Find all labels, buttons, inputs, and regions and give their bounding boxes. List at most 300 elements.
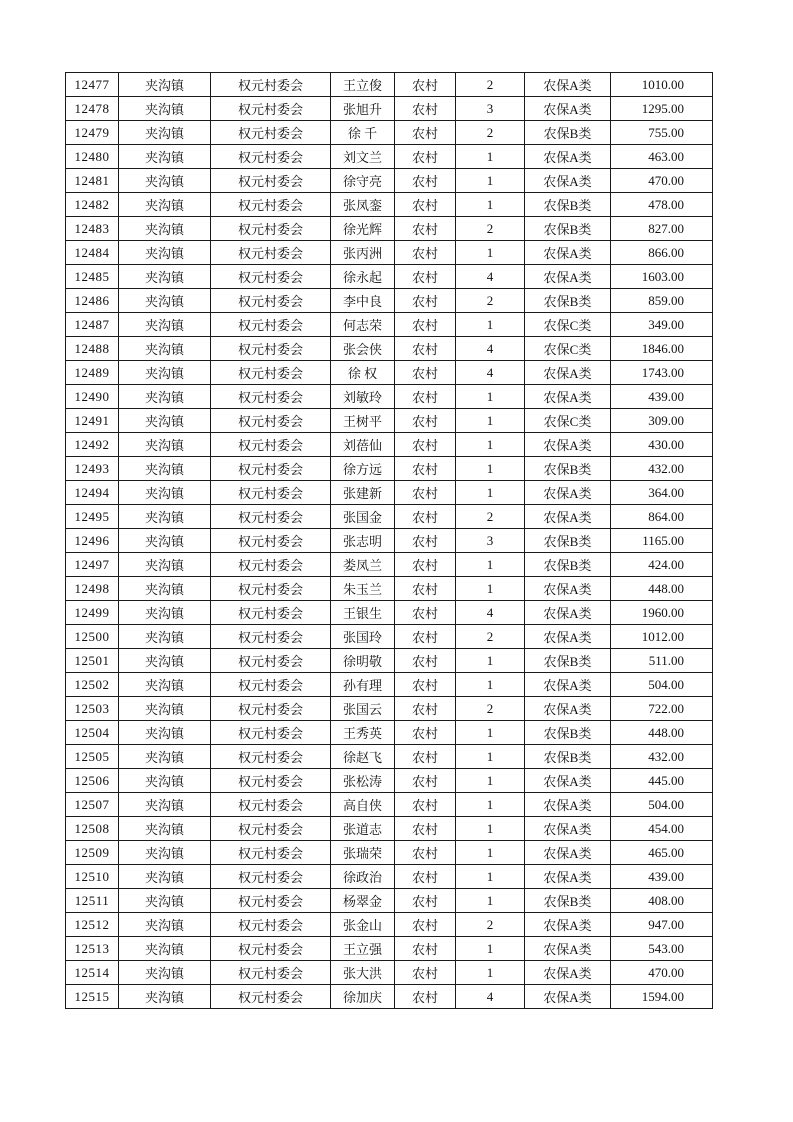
cell-category: 农保A类 [525,265,611,289]
cell-name: 张国玲 [331,625,395,649]
cell-residence: 农村 [395,673,456,697]
cell-residence: 农村 [395,601,456,625]
cell-count: 1 [456,193,525,217]
cell-count: 3 [456,529,525,553]
cell-residence: 农村 [395,889,456,913]
cell-residence: 农村 [395,625,456,649]
table-row [66,433,713,457]
cell-town: 夹沟镇 [119,145,211,169]
table-row [66,265,713,289]
cell-category: 农保A类 [525,601,611,625]
cell-id: 12499 [66,601,119,625]
cell-amount: 470.00 [611,961,713,985]
cell-count: 1 [456,577,525,601]
cell-count: 1 [456,865,525,889]
cell-village: 权元村委会 [211,529,331,553]
cell-residence: 农村 [395,817,456,841]
cell-id: 12480 [66,145,119,169]
cell-amount: 349.00 [611,313,713,337]
cell-residence: 农村 [395,169,456,193]
cell-count: 2 [456,913,525,937]
cell-village: 权元村委会 [211,145,331,169]
cell-village: 权元村委会 [211,457,331,481]
cell-id: 12502 [66,673,119,697]
cell-category: 农保A类 [525,769,611,793]
cell-village: 权元村委会 [211,97,331,121]
cell-category: 农保B类 [525,553,611,577]
cell-residence: 农村 [395,769,456,793]
cell-category: 农保B类 [525,889,611,913]
cell-category: 农保A类 [525,361,611,385]
table-row [66,985,713,1009]
cell-category: 农保A类 [525,937,611,961]
cell-amount: 430.00 [611,433,713,457]
cell-town: 夹沟镇 [119,865,211,889]
cell-count: 1 [456,385,525,409]
cell-id: 12482 [66,193,119,217]
cell-residence: 农村 [395,961,456,985]
cell-id: 12484 [66,241,119,265]
table-row [66,937,713,961]
cell-amount: 432.00 [611,745,713,769]
cell-category: 农保B类 [525,529,611,553]
cell-name: 王立俊 [331,73,395,97]
cell-count: 1 [456,745,525,769]
cell-count: 1 [456,409,525,433]
cell-id: 12496 [66,529,119,553]
cell-amount: 432.00 [611,457,713,481]
cell-amount: 1603.00 [611,265,713,289]
cell-count: 1 [456,937,525,961]
cell-count: 2 [456,697,525,721]
table-row [66,73,713,97]
cell-category: 农保B类 [525,121,611,145]
cell-amount: 478.00 [611,193,713,217]
cell-residence: 农村 [395,481,456,505]
cell-town: 夹沟镇 [119,337,211,361]
cell-category: 农保B类 [525,649,611,673]
cell-village: 权元村委会 [211,745,331,769]
cell-category: 农保C类 [525,409,611,433]
cell-name: 娄凤兰 [331,553,395,577]
cell-residence: 农村 [395,649,456,673]
cell-residence: 农村 [395,145,456,169]
cell-name: 徐政治 [331,865,395,889]
cell-town: 夹沟镇 [119,577,211,601]
cell-count: 1 [456,673,525,697]
cell-id: 12495 [66,505,119,529]
table-row [66,481,713,505]
cell-amount: 445.00 [611,769,713,793]
cell-residence: 农村 [395,913,456,937]
cell-village: 权元村委会 [211,577,331,601]
cell-residence: 农村 [395,745,456,769]
table-row [66,721,713,745]
cell-town: 夹沟镇 [119,217,211,241]
cell-town: 夹沟镇 [119,841,211,865]
cell-id: 12505 [66,745,119,769]
cell-residence: 农村 [395,553,456,577]
roster-table-container [65,72,713,1009]
cell-id: 12498 [66,577,119,601]
cell-name: 张志明 [331,529,395,553]
cell-village: 权元村委会 [211,601,331,625]
cell-category: 农保C类 [525,337,611,361]
cell-id: 12492 [66,433,119,457]
cell-id: 12485 [66,265,119,289]
cell-id: 12506 [66,769,119,793]
table-row [66,673,713,697]
cell-count: 1 [456,961,525,985]
cell-id: 12501 [66,649,119,673]
cell-town: 夹沟镇 [119,793,211,817]
cell-village: 权元村委会 [211,361,331,385]
cell-residence: 农村 [395,793,456,817]
cell-town: 夹沟镇 [119,97,211,121]
cell-town: 夹沟镇 [119,241,211,265]
cell-village: 权元村委会 [211,697,331,721]
cell-count: 1 [456,769,525,793]
cell-name: 徐 权 [331,361,395,385]
cell-name: 张大洪 [331,961,395,985]
cell-name: 张会侠 [331,337,395,361]
cell-village: 权元村委会 [211,889,331,913]
cell-count: 4 [456,265,525,289]
cell-name: 杨翠金 [331,889,395,913]
cell-category: 农保A类 [525,961,611,985]
cell-count: 1 [456,433,525,457]
cell-village: 权元村委会 [211,721,331,745]
cell-count: 1 [456,169,525,193]
cell-town: 夹沟镇 [119,961,211,985]
cell-residence: 农村 [395,409,456,433]
cell-amount: 1165.00 [611,529,713,553]
cell-amount: 309.00 [611,409,713,433]
cell-residence: 农村 [395,121,456,145]
cell-residence: 农村 [395,73,456,97]
cell-category: 农保A类 [525,73,611,97]
cell-id: 12489 [66,361,119,385]
cell-town: 夹沟镇 [119,529,211,553]
cell-name: 徐加庆 [331,985,395,1009]
cell-name: 王立强 [331,937,395,961]
cell-name: 张松涛 [331,769,395,793]
cell-village: 权元村委会 [211,553,331,577]
cell-amount: 470.00 [611,169,713,193]
cell-village: 权元村委会 [211,433,331,457]
cell-residence: 农村 [395,433,456,457]
cell-count: 2 [456,505,525,529]
cell-category: 农保A类 [525,817,611,841]
cell-village: 权元村委会 [211,625,331,649]
cell-count: 1 [456,313,525,337]
cell-residence: 农村 [395,721,456,745]
table-row [66,889,713,913]
cell-village: 权元村委会 [211,841,331,865]
cell-amount: 866.00 [611,241,713,265]
table-row [66,961,713,985]
cell-amount: 1010.00 [611,73,713,97]
cell-village: 权元村委会 [211,289,331,313]
cell-name: 张瑞荣 [331,841,395,865]
table-row [66,649,713,673]
cell-village: 权元村委会 [211,913,331,937]
cell-town: 夹沟镇 [119,625,211,649]
table-body [66,73,713,1009]
table-row [66,313,713,337]
cell-id: 12510 [66,865,119,889]
table-row [66,169,713,193]
cell-category: 农保B类 [525,745,611,769]
cell-village: 权元村委会 [211,385,331,409]
cell-residence: 农村 [395,241,456,265]
cell-id: 12478 [66,97,119,121]
cell-count: 4 [456,985,525,1009]
cell-name: 高自侠 [331,793,395,817]
cell-town: 夹沟镇 [119,817,211,841]
cell-name: 孙有理 [331,673,395,697]
cell-residence: 农村 [395,697,456,721]
cell-village: 权元村委会 [211,169,331,193]
cell-count: 2 [456,625,525,649]
cell-town: 夹沟镇 [119,601,211,625]
cell-town: 夹沟镇 [119,289,211,313]
cell-town: 夹沟镇 [119,649,211,673]
cell-town: 夹沟镇 [119,505,211,529]
cell-amount: 755.00 [611,121,713,145]
cell-name: 王秀英 [331,721,395,745]
roster-table [65,72,713,1009]
cell-amount: 454.00 [611,817,713,841]
cell-id: 12486 [66,289,119,313]
cell-amount: 1743.00 [611,361,713,385]
cell-id: 12494 [66,481,119,505]
table-row [66,769,713,793]
cell-count: 1 [456,841,525,865]
cell-residence: 农村 [395,217,456,241]
cell-village: 权元村委会 [211,937,331,961]
cell-amount: 827.00 [611,217,713,241]
cell-town: 夹沟镇 [119,913,211,937]
cell-id: 12481 [66,169,119,193]
cell-amount: 1295.00 [611,97,713,121]
cell-town: 夹沟镇 [119,697,211,721]
cell-id: 12500 [66,625,119,649]
table-row [66,625,713,649]
table-row [66,217,713,241]
cell-id: 12503 [66,697,119,721]
cell-id: 12477 [66,73,119,97]
cell-name: 刘蓓仙 [331,433,395,457]
cell-category: 农保A类 [525,793,611,817]
cell-amount: 1960.00 [611,601,713,625]
table-row [66,745,713,769]
table-row [66,841,713,865]
cell-name: 徐方远 [331,457,395,481]
table-row [66,577,713,601]
cell-residence: 农村 [395,313,456,337]
cell-count: 2 [456,289,525,313]
cell-village: 权元村委会 [211,769,331,793]
cell-residence: 农村 [395,289,456,313]
cell-name: 徐明敬 [331,649,395,673]
cell-amount: 864.00 [611,505,713,529]
cell-name: 张旭升 [331,97,395,121]
table-row [66,385,713,409]
cell-village: 权元村委会 [211,817,331,841]
cell-town: 夹沟镇 [119,433,211,457]
table-row [66,289,713,313]
cell-category: 农保A类 [525,385,611,409]
cell-residence: 农村 [395,505,456,529]
cell-village: 权元村委会 [211,337,331,361]
cell-category: 农保B类 [525,721,611,745]
cell-residence: 农村 [395,193,456,217]
cell-category: 农保A类 [525,481,611,505]
cell-name: 刘文兰 [331,145,395,169]
cell-residence: 农村 [395,457,456,481]
cell-residence: 农村 [395,265,456,289]
cell-count: 1 [456,145,525,169]
cell-town: 夹沟镇 [119,409,211,433]
cell-id: 12508 [66,817,119,841]
cell-name: 张道志 [331,817,395,841]
table-row [66,529,713,553]
cell-name: 何志荣 [331,313,395,337]
cell-town: 夹沟镇 [119,985,211,1009]
cell-village: 权元村委会 [211,121,331,145]
cell-id: 12493 [66,457,119,481]
cell-name: 徐 千 [331,121,395,145]
table-row [66,601,713,625]
cell-name: 张金山 [331,913,395,937]
table-row [66,697,713,721]
cell-category: 农保A类 [525,913,611,937]
cell-id: 12497 [66,553,119,577]
cell-count: 1 [456,817,525,841]
cell-town: 夹沟镇 [119,313,211,337]
cell-village: 权元村委会 [211,241,331,265]
cell-category: 农保A类 [525,505,611,529]
table-row [66,241,713,265]
cell-category: 农保B类 [525,193,611,217]
cell-amount: 504.00 [611,673,713,697]
cell-id: 12507 [66,793,119,817]
cell-amount: 364.00 [611,481,713,505]
cell-id: 12512 [66,913,119,937]
table-row [66,145,713,169]
cell-residence: 农村 [395,361,456,385]
cell-amount: 1594.00 [611,985,713,1009]
table-row [66,193,713,217]
cell-name: 张凤銮 [331,193,395,217]
cell-residence: 农村 [395,577,456,601]
cell-amount: 543.00 [611,937,713,961]
table-row [66,505,713,529]
cell-id: 12490 [66,385,119,409]
cell-id: 12515 [66,985,119,1009]
table-row [66,817,713,841]
cell-count: 2 [456,121,525,145]
cell-town: 夹沟镇 [119,553,211,577]
cell-name: 徐永起 [331,265,395,289]
cell-town: 夹沟镇 [119,385,211,409]
cell-count: 1 [456,481,525,505]
cell-town: 夹沟镇 [119,73,211,97]
cell-town: 夹沟镇 [119,721,211,745]
cell-name: 刘敏玲 [331,385,395,409]
cell-amount: 448.00 [611,577,713,601]
cell-id: 12513 [66,937,119,961]
cell-category: 农保A类 [525,169,611,193]
cell-count: 4 [456,601,525,625]
table-row [66,457,713,481]
cell-town: 夹沟镇 [119,937,211,961]
cell-name: 张国金 [331,505,395,529]
cell-count: 2 [456,217,525,241]
cell-count: 2 [456,73,525,97]
cell-residence: 农村 [395,385,456,409]
cell-name: 张国云 [331,697,395,721]
cell-amount: 448.00 [611,721,713,745]
cell-town: 夹沟镇 [119,889,211,913]
cell-village: 权元村委会 [211,985,331,1009]
cell-name: 李中良 [331,289,395,313]
cell-town: 夹沟镇 [119,121,211,145]
cell-name: 张建新 [331,481,395,505]
cell-category: 农保B类 [525,289,611,313]
cell-category: 农保A类 [525,673,611,697]
table-row [66,337,713,361]
table-row [66,409,713,433]
table-row [66,865,713,889]
cell-village: 权元村委会 [211,865,331,889]
cell-village: 权元村委会 [211,73,331,97]
cell-count: 1 [456,793,525,817]
cell-count: 1 [456,553,525,577]
cell-category: 农保A类 [525,433,611,457]
cell-town: 夹沟镇 [119,745,211,769]
cell-town: 夹沟镇 [119,457,211,481]
cell-amount: 463.00 [611,145,713,169]
cell-id: 12491 [66,409,119,433]
cell-town: 夹沟镇 [119,769,211,793]
cell-amount: 1846.00 [611,337,713,361]
cell-town: 夹沟镇 [119,265,211,289]
cell-category: 农保A类 [525,985,611,1009]
cell-category: 农保A类 [525,865,611,889]
cell-count: 1 [456,889,525,913]
cell-residence: 农村 [395,985,456,1009]
cell-category: 农保A类 [525,145,611,169]
cell-town: 夹沟镇 [119,361,211,385]
cell-count: 1 [456,457,525,481]
cell-amount: 504.00 [611,793,713,817]
cell-category: 农保A类 [525,241,611,265]
table-row [66,97,713,121]
cell-id: 12488 [66,337,119,361]
cell-village: 权元村委会 [211,481,331,505]
cell-name: 王银生 [331,601,395,625]
cell-name: 张丙洲 [331,241,395,265]
cell-amount: 424.00 [611,553,713,577]
cell-category: 农保A类 [525,841,611,865]
cell-amount: 408.00 [611,889,713,913]
cell-village: 权元村委会 [211,961,331,985]
cell-amount: 859.00 [611,289,713,313]
cell-category: 农保A类 [525,625,611,649]
cell-residence: 农村 [395,865,456,889]
